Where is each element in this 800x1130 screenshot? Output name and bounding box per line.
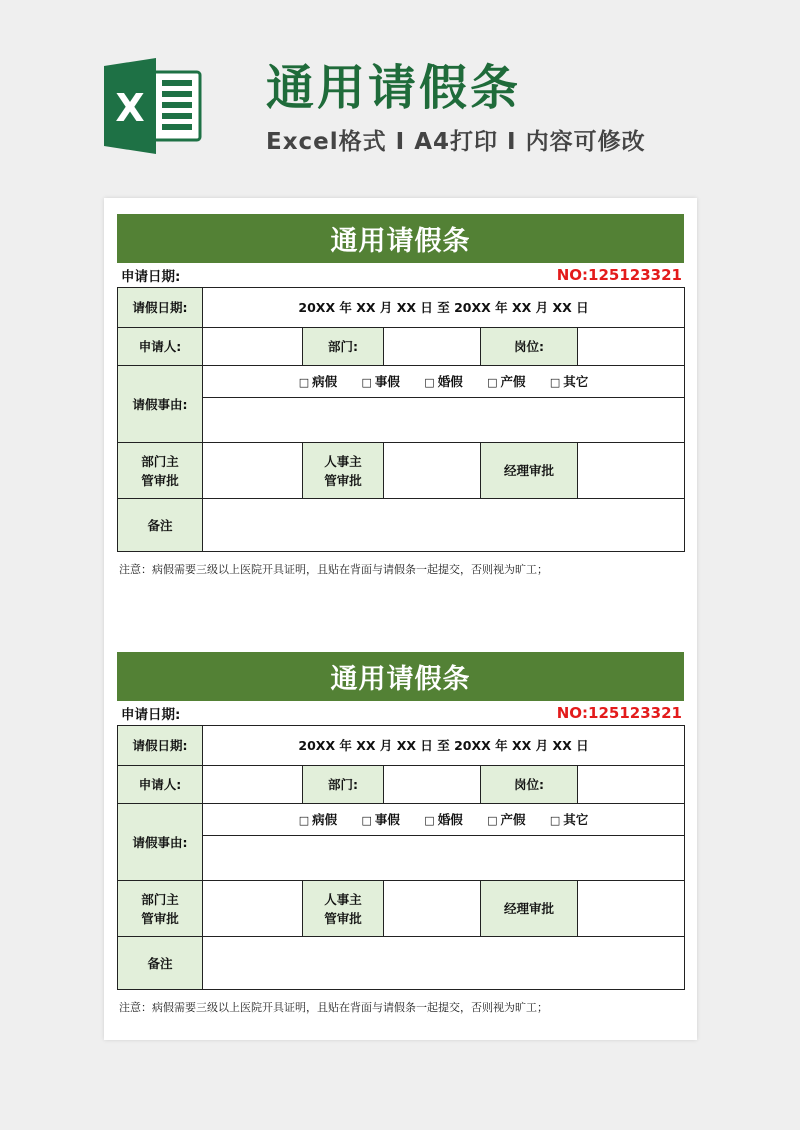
serial-number: NO:125123321 [556, 266, 682, 284]
position-field[interactable] [578, 328, 685, 366]
applicant-label: 申请人: [118, 328, 203, 366]
hr-approval-field[interactable] [384, 881, 481, 937]
checkbox-icon: □ [424, 375, 435, 389]
page-subtitle: Excel格式 Ⅰ A4打印 Ⅰ 内容可修改 [266, 129, 646, 155]
applicant-field[interactable] [203, 328, 303, 366]
department-label: 部门: [303, 766, 384, 804]
dept-head-approval-field[interactable] [203, 881, 303, 937]
applicant-label: 申请人: [118, 766, 203, 804]
leave-form-table [117, 287, 685, 552]
checkbox-icon: □ [361, 375, 372, 389]
reason-label: 请假事由: [118, 804, 203, 881]
checkbox-icon: □ [424, 813, 435, 827]
leave-type-options [203, 366, 685, 398]
hr-approval-label: 人事主管审批 [303, 443, 384, 499]
leave-form-table [117, 725, 685, 990]
dept-head-approval-label: 部门主管审批 [118, 443, 203, 499]
other-leave-checkbox[interactable]: □ 其它 [549, 811, 589, 827]
remarks-field[interactable] [203, 499, 685, 552]
dept-head-approval-label: 部门主管审批 [118, 881, 203, 937]
form-title-banner: 通用请假条 [117, 652, 684, 701]
page-title: 通用请假条 [266, 60, 522, 116]
remarks-field[interactable] [203, 937, 685, 990]
sick-leave-checkbox[interactable]: □ 病假 [298, 373, 338, 389]
sick-leave-checkbox[interactable]: □ 病假 [298, 811, 338, 827]
manager-approval-label: 经理审批 [481, 443, 578, 499]
leave-date-field[interactable]: 20XX 年 XX 月 XX 日 至 20XX 年 XX 月 XX 日 [203, 726, 685, 766]
checkbox-icon: □ [298, 813, 310, 827]
form-title-banner: 通用请假条 [117, 214, 684, 263]
maternity-leave-checkbox[interactable]: □ 产假 [487, 811, 526, 827]
manager-approval-field[interactable] [578, 443, 685, 499]
marriage-leave-checkbox[interactable]: □ 婚假 [424, 373, 463, 389]
form-info-row [117, 701, 684, 725]
manager-approval-label: 经理审批 [481, 881, 578, 937]
checkbox-icon: □ [361, 813, 372, 827]
marriage-leave-checkbox[interactable]: □ 婚假 [424, 811, 463, 827]
position-label: 岗位: [481, 766, 578, 804]
checkbox-icon: □ [487, 375, 498, 389]
checkbox-icon: □ [487, 813, 498, 827]
leave-date-label: 请假日期: [118, 288, 203, 328]
excel-logo-letter: X [115, 86, 145, 130]
department-field[interactable] [384, 328, 481, 366]
hr-approval-field[interactable] [384, 443, 481, 499]
hr-approval-label: 人事主管审批 [303, 881, 384, 937]
leave-type-options [203, 804, 685, 836]
apply-date-label: 申请日期: [121, 707, 181, 723]
checkbox-icon: □ [549, 375, 561, 389]
leave-form [117, 652, 684, 1028]
form-info-row [117, 263, 684, 287]
position-field[interactable] [578, 766, 685, 804]
personal-leave-checkbox[interactable]: □ 事假 [361, 373, 400, 389]
form-note: 注意：病假需要三级以上医院开具证明，且贴在背面与请假条一起提交，否则视为旷工； [119, 1001, 548, 1014]
leave-date-field[interactable]: 20XX 年 XX 月 XX 日 至 20XX 年 XX 月 XX 日 [203, 288, 685, 328]
form-note: 注意：病假需要三级以上医院开具证明，且贴在背面与请假条一起提交，否则视为旷工； [119, 563, 548, 576]
serial-number: NO:125123321 [556, 704, 682, 722]
excel-icon [104, 58, 204, 154]
manager-approval-field[interactable] [578, 881, 685, 937]
remarks-label: 备注 [118, 937, 203, 990]
maternity-leave-checkbox[interactable]: □ 产假 [487, 373, 526, 389]
checkbox-icon: □ [298, 375, 310, 389]
position-label: 岗位: [481, 328, 578, 366]
reason-field[interactable] [203, 836, 685, 881]
department-label: 部门: [303, 328, 384, 366]
leave-date-label: 请假日期: [118, 726, 203, 766]
leave-form [117, 214, 684, 590]
remarks-label: 备注 [118, 499, 203, 552]
other-leave-checkbox[interactable]: □ 其它 [549, 373, 589, 389]
department-field[interactable] [384, 766, 481, 804]
checkbox-icon: □ [549, 813, 561, 827]
personal-leave-checkbox[interactable]: □ 事假 [361, 811, 400, 827]
apply-date-label: 申请日期: [121, 269, 181, 285]
reason-field[interactable] [203, 398, 685, 443]
applicant-field[interactable] [203, 766, 303, 804]
reason-label: 请假事由: [118, 366, 203, 443]
page-header [0, 0, 800, 190]
dept-head-approval-field[interactable] [203, 443, 303, 499]
